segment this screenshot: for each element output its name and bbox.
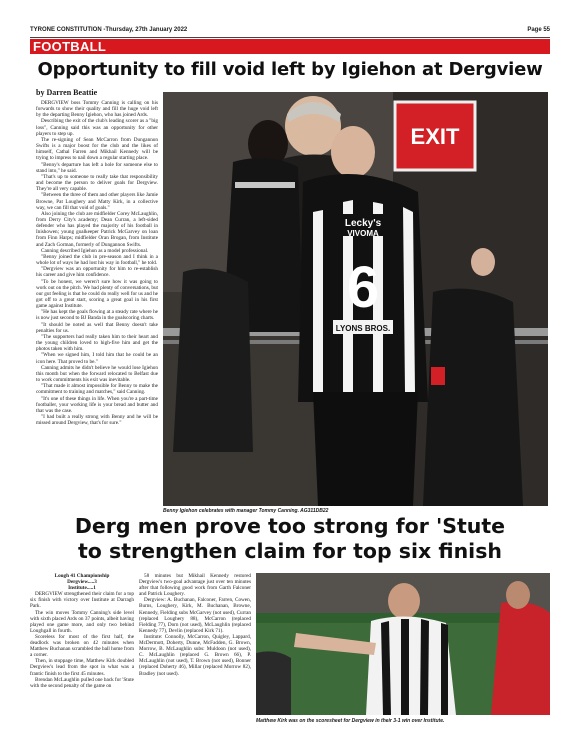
article2-paragraph: Brendan McLaughlin pulled one back for 'Stute with the second penalty of the game on (30, 676, 134, 689)
shirt-sponsor-text: Lecky's (344, 218, 382, 229)
match-photo (256, 573, 550, 715)
masthead (30, 27, 550, 38)
article2-headline-line1: Derg men prove too strong for 'Stute (74, 514, 506, 538)
article2-headline-line2: to strengthen claim for top six finish (77, 539, 502, 563)
match-photo-caption: Matthew Kirk was on the scoresheet for Dergview in their 3-1 win over Institute. (256, 718, 445, 724)
shirt-number-text: 6 (346, 255, 380, 320)
article1-headline: Opportunity to fill void left by Igiehon at Dergview (37, 59, 543, 80)
article1-paragraph: "That's up to someone to really take that responsibility and become the person to deliver goals for Dergview. They're all very capable. (36, 173, 158, 193)
publication-line: TYRONE CONSTITUTION -Thursday, 27th January 2022 (30, 27, 188, 33)
shorts-sponsor-text: LYONS BROS. (335, 324, 391, 333)
page-number: Page 55 (527, 27, 550, 33)
article1-paragraph: "Dergview was an opportunity for him to re-establish his career and give him confidence. (36, 266, 158, 279)
article1-paragraph: "He has kept the goals flowing at a steady rate where he is now just second to BJ Banda in the goalscoring charts. (36, 309, 158, 322)
article2-paragraph: The win moves Tommy Canning's side level with sixth placed Ards on 37 points, albeit having played one game more, and only two behind Loughgall in fourth. (30, 609, 134, 634)
article2-body-right (139, 573, 251, 723)
article1-body (36, 100, 158, 510)
article1-paragraph: "I had built a really strong with Benny and he will be missed around Dergview, that's for sure." (36, 413, 158, 427)
section-title: FOOTBALL (33, 39, 107, 54)
article1-paragraph: "Benny joined the club in pre-season and I think in a whole lot of ways he had lost his way in football," he told. (36, 253, 158, 267)
article1-paragraph: "It's one of these things in life. When you're a part-time footballer, your working life is your bread and butter and that was the case. (36, 395, 158, 414)
article1-paragraph: "When we signed him, I told him that he could be an icon here. That proved to be." (36, 352, 158, 365)
article2-paragraph: 58 minutes but Mikhail Kennedy restored Dergview's two-goal advantage just over ten minutes after that following good work from Garth Falconer and Patrick Loughery. (139, 573, 251, 598)
result-away: Institute.....1 (68, 585, 96, 592)
celebration-photo (163, 92, 548, 506)
article1-paragraph: "To be honest, we weren't sure how it was going to work out on the pitch. We had plenty of conversations, but our gut feeling is that he could do really well for us and he got off to a great start, scoring a great goal in his first game against Institute. (36, 278, 158, 310)
article1-paragraph: "Benny's departure has left a hole for someone else to stand into," he said. (36, 161, 158, 174)
exit-sign-text: EXIT (410, 124, 460, 149)
article2-paragraph: Scoreless for most of the first half, the deadlock was broken on 42 minutes when Matthew Buchanan scrambled the ball home from a corner. (30, 633, 134, 659)
article2-headline (30, 514, 550, 564)
match-photo-illustration (256, 573, 550, 715)
shirt-sponsor-text-2: VIVOMA (347, 229, 379, 238)
result-heading: Lough 41 Championship (54, 573, 110, 579)
article2-paragraph: Dergview: A. Buchanan, Falconer, Farren, Cowen, Burns, Loughery, Kirk, M. Buchanan, Browne, Kennedy, Fielding subs McGarvey (not used), Curran (replaced Loughery 88), McCarron (replaced Fielding 77), Dorn (not used), McLaughlin (replaced Kennedy 77), Devlin (replaced Kirk 71). (139, 597, 251, 634)
article1-byline: by Darren Beattie (36, 88, 98, 97)
article1-paragraph: Canning described Igiehon as a model professional. (41, 247, 149, 254)
article1-paragraph: Canning admits he didn't believe he would lose Igiehon this month but when the forward relocated to Belfast due to work commitments his exit was inevitable. (36, 364, 158, 384)
article1-paragraph: "The supporters had really taken him to their heart and the young children loved to high-five him and get the photos taken with him. (36, 333, 158, 353)
section-banner (30, 39, 550, 54)
celebration-photo-illustration (163, 92, 548, 506)
article1-paragraph: DERGVIEW boss Tommy Canning is calling on his forwards to show their quality and fill the huge void left by the departing Benny Igiehon, who has joined Ards. (36, 100, 158, 119)
article1-paragraph: "It should be noted as well that Benny doesn't take penalties for us. (36, 321, 158, 334)
article1-paragraph: "Between the three of them and other players like Jamie Browne, Pat Loughery and Matty Kirk, in a collective way, we can fill that void of goals." (36, 192, 158, 211)
result-home: Dergview.....3 (67, 579, 97, 586)
article1-paragraph: The re-signing of Sean McCarron from Dungannon Swifts is a major boost for the club and the likes of himself, Cathal Farren and Mikhail Kennedy will be trying to impress to nail down a regular starting place. (36, 136, 158, 162)
article2-paragraph: Institute: Connolly, McCarron, Quigley, Lappard, McDermott, Doherty, Dunne, McFadden, G. Brown, Morrow, B. McLaughlin subs: Muldoon (not used), C. McLaughlin (replaced G. Brown 66), P. McLaughlin (not used), T. Brown (not used), Bonner (replaced Doherty 46), Millar (replaced Morrow 82), Bradley (not used). (139, 633, 251, 677)
celebration-photo-caption: Benny Igiehon celebrates with manager Tommy Canning. AG311DB22 (163, 508, 329, 514)
article1-paragraph: Also joining the club are midfielder Corey McLaughlin, from Derry City's academy; Dean Curran, a left-sided defender who has played the majority of his football in Inishowen; young goalkeeper Patrick McGarvey on loan from Finn Harps; midfielder Oran Brogan, from Institute and Zach Gorman, formerly of Dungannon Swifts. (36, 210, 158, 248)
article2-paragraph: Then, in stoppage time, Matthew Kirk doubled Dergview's lead from the spot in what was a frantic finish to the first 45 minutes. (30, 658, 134, 677)
article1-paragraph: "That made it almost impossible for Benny to make the commitment to training and matches," said Canning. (36, 383, 158, 396)
article2-paragraph: DERGVIEW strengthened their claim for a top six finish with victory over Institute at Darragh Park. (30, 591, 134, 610)
article1-paragraph: Describing the exit of the club's leading scorer as a "big loss", Canning said this was an opportunity for other players to step up. (36, 118, 158, 137)
article2-body-left (30, 573, 134, 723)
